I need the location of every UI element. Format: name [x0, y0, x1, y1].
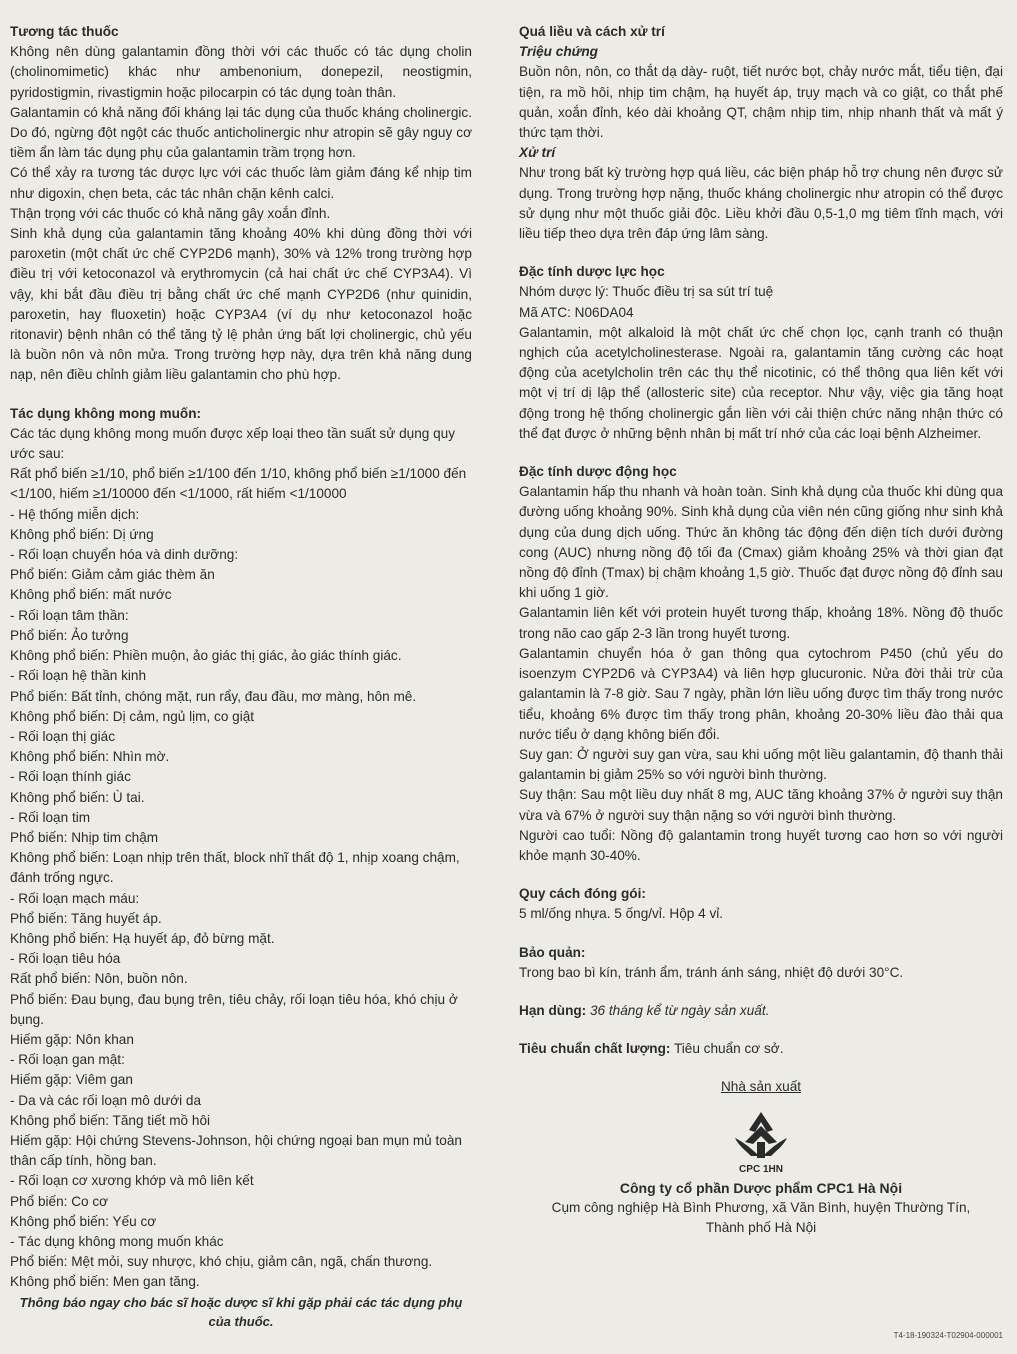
standard-text: Tiêu chuẩn cơ sở.	[670, 1041, 784, 1057]
packaging-heading: Quy cách đóng gói:	[519, 886, 646, 902]
pharmacokinetics-paragraph: Suy thận: Sau một liều duy nhất 8 mg, AUC tăng khoảng 37% ở người suy thận vừa và 67% ở người suy thận nặng so với người bình thường.	[519, 787, 1003, 823]
manufacturer-label-line	[519, 1077, 1003, 1097]
adverse-list-item: - Rối loạn tim	[10, 809, 91, 825]
company-address-line1: Cụm công nghiệp Hà Bình Phương, xã Văn Bình, huyện Thường Tín,	[551, 1199, 971, 1215]
adverse-list-item: - Rối loạn thính giác	[10, 769, 131, 785]
expiry-line	[519, 1001, 1003, 1021]
adverse-list-item: - Hệ thống miễn dịch:	[10, 506, 140, 522]
adverse-list-item: Không phổ biến: Yếu cơ	[10, 1213, 157, 1229]
adverse-list-item: Không phổ biến: Dị cảm, ngủ lịm, co giật	[10, 708, 255, 724]
adverse-intro: Các tác dụng không mong muốn được xếp loại theo tần suất sử dụng quy ước sau:	[10, 425, 456, 462]
pharmacokinetics-paragraph: Galantamin liên kết với protein huyết tương thấp, khoảng 18%. Nồng độ thuốc trong não cao gấp 2-3 lần trong huyết tương.	[519, 605, 1003, 641]
adverse-list-item: - Rối loạn chuyển hóa và dinh dưỡng:	[10, 547, 239, 563]
adverse-list-item: - Rối loạn gan mật:	[10, 1052, 125, 1068]
pharmacokinetics-paragraph: Suy gan: Ở người suy gan vừa, sau khi uống một liều galantamin, độ thanh thải galantamin bị giảm 25% so với người bình thường.	[519, 746, 1003, 783]
atc-code: Mã ATC: N06DA04	[519, 304, 634, 320]
adverse-list-item: - Rối loạn mạch máu:	[10, 890, 140, 906]
storage-text: Trong bao bì kín, tránh ẩm, tránh ánh sáng, nhiệt độ dưới 30°C.	[519, 964, 904, 980]
adverse-list-item: Hiếm gặp: Viêm gan	[10, 1072, 133, 1088]
adverse-list-item: - Rối loạn tiêu hóa	[10, 951, 121, 967]
adverse-list-item: - Rối loạn tâm thần:	[10, 607, 129, 623]
adverse-list-item: Không phổ biến: mất nước	[10, 587, 172, 603]
adverse-list-item: Phổ biến: Đau bụng, đau bụng trên, tiêu chảy, rối loạn tiêu hóa, khó chịu ở bụng.	[10, 991, 458, 1027]
adverse-list-item: - Tác dụng không mong muốn khác	[10, 1233, 224, 1249]
company-logo	[519, 1108, 1003, 1178]
adverse-list-item: Phổ biến: Giảm cảm giác thèm ăn	[10, 567, 215, 583]
adverse-list-item: - Rối loạn thị giác	[10, 728, 116, 744]
overdose-heading: Quá liều và cách xử trí	[519, 24, 665, 39]
adverse-list-item: Không phổ biến: Tăng tiết mồ hôi	[10, 1112, 211, 1128]
adverse-list-item: Rất phổ biến: Nôn, buồn nôn.	[10, 971, 188, 987]
adverse-frequency: Rất phổ biến ≥1/10, phổ biến ≥1/100 đến 1/10, không phổ biến ≥1/1000 đến <1/100, hiếm ≥1/10000 đến <1/1000, rất hiếm <1/10000	[10, 466, 467, 502]
adverse-list-item: Phổ biến: Mệt mỏi, suy nhược, khó chịu, giảm cân, ngã, chấn thương.	[10, 1254, 433, 1270]
adverse-list-item: Phổ biến: Tăng huyết áp.	[10, 910, 162, 926]
manufacturer-label: Nhà sản xuất	[720, 1079, 802, 1095]
adverse-list-item: Không phổ biến: Dị ứng	[10, 526, 154, 542]
adverse-heading: Tác dụng không mong muốn:	[10, 405, 202, 421]
pharmacokinetics-paragraph: Galantamin hấp thu nhanh và hoàn toàn. Sinh khả dụng của thuốc khi dùng qua đường uống khoảng 90%. Sinh khả dụng của viên nén cũng giống như sinh khả dụng của dung dịch uống. Thức ăn không tác động đến diện tích dưới đường cong (AUC) nhưng nồng độ tối đa (Cmax) giảm khoảng 25% và thời gian đạt nồng độ đỉnh (Tmax) bị chậm khoảng 1,5 giờ. Thuốc đạt được nồng độ đỉnh sau khi uống 1 giờ.	[519, 484, 1003, 601]
adverse-list-item: Không phổ biến: Hạ huyết áp, đỏ bừng mặt.	[10, 930, 275, 946]
lotus-logo-icon	[721, 1108, 801, 1178]
expiry-text: 36 tháng kể từ ngày sản xuất.	[586, 1002, 770, 1018]
symptoms-text: Buồn nôn, nôn, co thắt dạ dày- ruột, tiết nước bọt, chảy nước mắt, tiểu tiện, đại tiện, ra mồ hôi, nhịp tim chậm, hạ huyết áp, trụy mạch và co giật, co thắt phế quản, xoắn đỉnh, kéo dài khoảng QT, chậm nhịp tim, nhịp nhanh thất và mất ý thức tạm thời.	[519, 64, 1003, 141]
adverse-list-item: Không phổ biến: Men gan tăng.	[10, 1274, 200, 1290]
treatment-subheading: Xử trí	[519, 145, 556, 161]
adverse-list-item: Phổ biến: Co cơ	[10, 1193, 109, 1209]
pharmacokinetics-paragraph: Người cao tuổi: Nồng độ galantamin trong huyết tương cao hơn so với người khỏe mạnh 30-40%.	[519, 827, 1003, 863]
adverse-warning-note: Thông báo ngay cho bác sĩ hoặc dược sĩ khi gặp phải các tác dụng phụ của thuốc.	[19, 1294, 463, 1329]
pharmacokinetics-heading: Đặc tính dược động học	[519, 464, 677, 480]
pharmacodynamics-text: Galantamin, một alkaloid là một chất ức chế chọn lọc, cạnh tranh có thuận nghịch của acetylcholinesterase. Ngoài ra, galantamin tăng cường các hoạt động của acetylcholin trên các thụ thể nicotinic, có thể thông qua liên kết với một vị trí dị lập thể (allosteric site) của receptor. Như vậy, việc gia tăng hoạt động trong hệ thống cholinergic gắn liền với cải thiện chức năng nhận thức có thể đạt được ở những bệnh nhân bị mất trí nhớ của các loại bệnh Alzheimer.	[519, 324, 1003, 441]
adverse-list	[10, 505, 472, 1293]
adverse-list-item: - Rối loạn cơ xương khớp và mô liên kết	[10, 1173, 254, 1189]
adverse-list-item: - Rối loạn hệ thần kinh	[10, 668, 147, 684]
adverse-list-item: Phổ biến: Bất tỉnh, chóng mặt, run rẩy, đau đầu, mơ màng, hôn mê.	[10, 688, 417, 704]
treatment-text: Như trong bất kỳ trường hợp quá liều, các biện pháp hỗ trợ chung nên được sử dụng. Trong trường hợp nặng, thuốc kháng cholinergic như atropin có thể được sử dụng như một thuốc giải độc. Liều khởi đầu 0,5-1,0 mg tiêm tĩnh mạch, với liều tiếp theo dựa trên đáp ứng lâm sàng.	[519, 165, 1003, 242]
interactions-paragraph: Có thể xảy ra tương tác dược lực với các thuốc làm giảm đáng kể nhịp tim như digoxin, chẹn beta, các tác nhân chặn kênh calci.	[10, 165, 472, 201]
adverse-list-item: Không phổ biến: Nhìn mờ.	[10, 749, 170, 765]
logo-text: CPC 1HN	[739, 1163, 783, 1175]
adverse-list-item: Không phổ biến: Ù tai.	[10, 789, 145, 805]
adverse-list-item: - Da và các rối loạn mô dưới da	[10, 1092, 202, 1108]
adverse-list-item: Hiếm gặp: Hội chứng Stevens-Johnson, hội chứng ngoại ban mụn mủ toàn thân cấp tính, hồng ban.	[10, 1132, 462, 1169]
company-name: Công ty cổ phần Dược phẩm CPC1 Hà Nội	[619, 1179, 903, 1196]
pharmacodynamics-heading: Đặc tính dược lực học	[519, 264, 665, 280]
packaging-text: 5 ml/ống nhựa. 5 ống/vỉ. Hộp 4 vỉ.	[519, 906, 724, 922]
expiry-heading: Hạn dùng:	[519, 1002, 587, 1018]
pharmacologic-group: Nhóm dược lý: Thuốc điều trị sa sút trí tuệ	[519, 284, 774, 300]
standard-heading: Tiêu chuẩn chất lượng:	[519, 1041, 671, 1057]
standard-line	[519, 1039, 1003, 1059]
storage-heading: Bảo quản:	[519, 944, 586, 960]
adverse-list-item: Phổ biến: Ảo tưởng	[10, 627, 129, 643]
pharmacokinetics-paragraph: Galantamin chuyển hóa ở gan thông qua cytochrom P450 (chủ yếu do isoenzym CYP2D6 và CYP3A4) và liên hợp glucuronic. Nửa đời thải trừ của galantamin là 7-8 giờ. Sau 7 ngày, phần lớn liều uống được tìm thấy trong nước tiểu, khoảng 6% được tìm thấy trong phân, khoảng 20-30% liều đào thải qua nước tiểu ở dạng không biến đổi.	[519, 645, 1003, 742]
adverse-list-item: Hiếm gặp: Nôn khan	[10, 1031, 134, 1047]
adverse-list-item: Không phổ biến: Phiền muộn, ảo giác thị giác, ảo giác thính giác.	[10, 648, 402, 664]
interactions-paragraph: Không nên dùng galantamin đồng thời với các thuốc có tác dụng cholin (cholinomimetic) khác như ambenonium, donepezil, neostigmin, pyridostigmin, rivastigmin hoặc pilocarpin có tác dụng toàn thân.	[10, 44, 472, 100]
interactions-heading: Tương tác thuốc	[10, 24, 119, 39]
company-address-line2: Thành phố Hà Nội	[705, 1219, 817, 1235]
interactions-paragraph: Sinh khả dụng của galantamin tăng khoảng 40% khi dùng đồng thời với paroxetin (một chất ức chế CYP2D6 mạnh), 30% và 12% trong trường hợp điều trị với ketoconazol và erythromycin (cả hai chất ức chế CYP3A4). Vì vậy, khi bắt đầu điều trị bằng chất ức chế mạnh CYP2D6 (như quinidin, paroxetin, hay fluoxetin) hoặc CYP3A4 (ví dụ như ketoconazol hoặc ritonavir) bệnh nhân có thể tăng tỷ lệ phản ứng bất lợi cholinergic, chủ yếu là buồn nôn và nôn mửa. Trong trường hợp này, dựa trên khả năng dung nạp, nên điều chỉnh giảm liều galantamin cho phù hợp.	[10, 226, 472, 383]
left-column	[10, 22, 472, 1331]
interactions-paragraph: Thận trọng với các thuốc có khả năng gây xoắn đỉnh.	[10, 205, 331, 221]
adverse-list-item: Không phổ biến: Loạn nhịp trên thất, block nhĩ thất độ 1, nhịp xoang chậm, đánh trống ngực.	[10, 850, 460, 886]
symptoms-subheading: Triệu chứng	[519, 44, 598, 60]
adverse-list-item: Phổ biến: Nhịp tim chậm	[10, 829, 159, 845]
interactions-paragraph: Galantamin có khả năng đối kháng lại tác dụng của thuốc kháng cholinergic. Do đó, ngừng đột ngột các thuốc anticholinergic như atropin sẽ gây nguy cơ tiềm ẩn làm tác dụng phụ của galantamin trầm trọng hơn.	[10, 104, 472, 161]
right-column	[519, 22, 1003, 1238]
document-code: T4-18-190324-T02904-000001	[893, 1331, 1003, 1340]
